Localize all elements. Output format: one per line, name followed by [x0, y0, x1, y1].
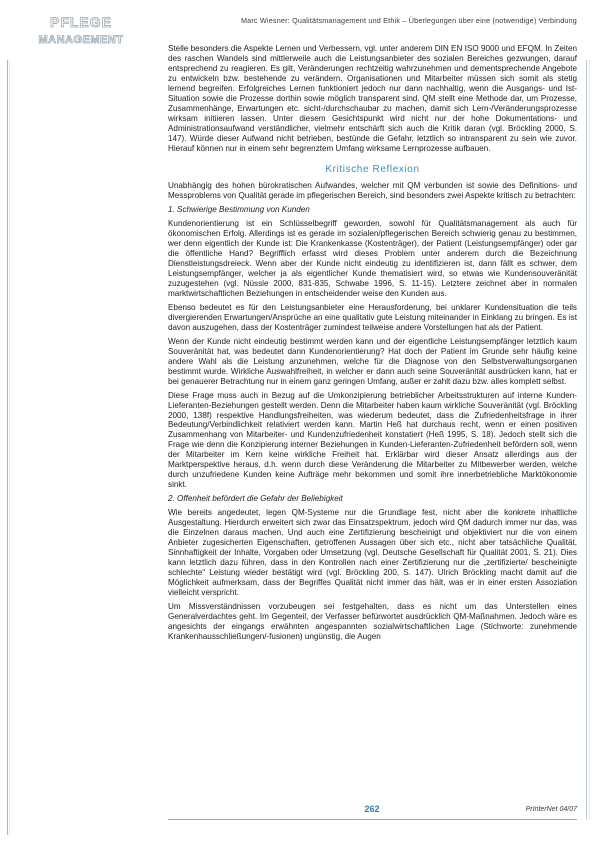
paragraph: Um Missverständnissen vorzubeugen sei festgehalten, dass es nicht um das Unterstellen eines Generalverdachtes geht. Im Gegenteil, der Verfasser befürwortet ausdrücklich QM-Maßnahmen. Jedoch wäre es angesichts der eingangs erwähnten angespannten sozialwirtschaftlichen Lage (Stichworte: zunehmende Krankenhausschließungen/-fusionen) ungünstig, die Augen — [168, 601, 577, 641]
subheading: 2. Offenheit befördert die Gefahr der Beliebigkeit — [168, 494, 343, 504]
running-head: Marc Wiesner: Qualitätsmanagement und Ethik – Überlegungen über eine (notwendige) Verbindung — [240, 16, 577, 25]
left-margin-rule — [7, 60, 12, 835]
page-number: 262 — [364, 804, 380, 814]
right-margin-rule-dotted — [589, 60, 590, 820]
paragraph: Ebenso bedeutet es für den Leistungsanbieter eine Herausforderung, bei unklarer Kundensituation die teils divergierenden Erwartungen/Ansprüche an eine qualitativ gute Leistung miteinander in Einklang zu bringen. Es ist davon auszugehen, dass der Kostenträger zumindest teilweise andere Vorstellungen hat als der Patient. — [168, 302, 577, 332]
paragraph: Kundenorientierung ist ein Schlüsselbegriff geworden, sowohl für Qualitätsmanagement als auch für ökonomischen Erfolg. Allerdings ist es gerade im sozialen/pflegerischen Bereich schwierig genau zu bestimmen, wer denn eigentlich der Kunde ist: Die Krankenkasse (Kostenträger), der Patient (Leistungsempfänger) oder gar die öffentliche Hand? Begrifflich erfasst wird dieses Problem unter anderem durch die Bezeichnung Dienstleistungsdreieck. Wenn aber der Kunde nicht eindeutig zu identifizieren ist, dann fällt es schwer, dem Leistungsempfänger, welcher ja als eigentlicher Kunde thematisiert wird, so etwas wie Kundensouveränität zuzugestehen (vgl. Nüssle 2000, 831-835, Schwabe 1996, S. 11-15). Letztere zeichnet aber in normalen marktwirtschaftlichen Beziehungen in entscheidender weise den Kunden aus. — [168, 219, 577, 299]
svg-text:PFLEGE: PFLEGE — [49, 14, 113, 30]
subheading: 1. Schwierige Bestimmung von Kunden — [168, 205, 310, 215]
svg-text:MANAGEMENT: MANAGEMENT — [38, 34, 124, 46]
right-margin-rule — [586, 60, 587, 820]
journal-logo — [22, 12, 140, 48]
footer-rule — [168, 819, 577, 820]
section-heading: Kritische Reflexion — [325, 164, 420, 176]
paragraph: Wenn der Kunde nicht eindeutig bestimmt werden kann und der eigentliche Leistungsempfänger letztlich kaum Souveränität hat, was bedeutet dann Kundenorientierung? Hat doch der Patient im Grunde sehr häufig keine andere Wahl als die Leistung anzunehmen, welche für die Diagnose von den Selbstverwaltungsorganen bestimmt wurde. Wirkliche Auswahlfreiheit, in welcher er dann auch seine Souveränität ausdrücken kann, hat er bei genauerer Betrachtung nur in einem ganz geringen Umfang, außer er zahlt dazu bzw. alles komplett selbst. — [168, 336, 577, 386]
paragraph: Wie bereits angedeutet, legen QM-Systeme nur die Grundlage fest, nicht aber die konkrete inhaltliche Ausgestaltung. Hierdurch erweitert sich zwar das Einsatzspektrum, jedoch wird QM dadurch immer nur das, was die Einzelnen daraus machen. Und auch eine Zertifizierung bescheinigt und objektiviert nur die von einem Anbieter zugesicherten Eigenschaften, getroffenen Aussagen über sich etc., nicht aber tatsächliche Qualität, Sinnhaftigkeit der Inhalte, Vorgaben oder Umsetzung (vgl. Deutsche Gesellschaft für Qualität 2001, S. 21). Dies kann letztlich dazu führen, dass in den Kontrollen nach einer Zertifizierung nur die „zertifizierte/ bescheinigte schlechte“ Leistung wieder bestätigt wird (vgl. Bröckling 200, S. 147). Ulrich Bröckling macht damit auf die Möglichkeit aufmerksam, dass der Begriffes Qualität nicht immer das hält, was er in einer ersten Assoziation vielleicht verspricht. — [168, 508, 577, 597]
footer-source: PrInterNet 04/07 — [525, 806, 577, 813]
paragraph: Stelle besonders die Aspekte Lernen und Verbessern, vgl. unter anderem DIN EN ISO 9000 und EFQM. In Zeiten des raschen Wandels sind mittlerweile auch die Leistungsanbieter des sozialen Bereiches gezwungen, darauf entsprechend zu reagieren. Es gilt, Veränderungen rechtzeitig wahrzunehmen und dementsprechende Angebote zu entwickeln bzw. bestehende zu verändern. Organisationen und Mitarbeiter müssen sich somit als stetig lernend begreifen. Erfolgreiches Lernen funktioniert jedoch nur dann nachhaltig, wenn die Ausgangs- und Ist-Situation sowie die Prozesse dorthin sowie möglich transparent sind. QM stellt eine Methode dar, um Prozesse, Zusammenhänge, Erwartungen etc. sicht-/durchschaubar zu machen, damit sich Lern-/Veränderungsprozesse wirksam initiieren lassen. Unter diesem Gesichtspunkt wird nicht nur der hohe Dokumentations- und Administrationsaufwand verständlicher, vielmehr entschärft sich auch die Kritik daran (vgl. Bröckling 2000, S. 147). Würde dieser Aufwand nicht betrieben, bestünde die Gefahr, letztlich so intransparent zu sein wie zuvor. Hierauf können nur in einem sehr begrenztem Umfang wirksame Lernprozesse aufbauen. — [168, 44, 577, 153]
text-column — [168, 44, 577, 641]
paragraph: Diese Frage muss auch in Bezug auf die Umkonzipierung betrieblicher Arbeitsstrukturen auf interne Kunden-Lieferanten-Beziehungen gestellt werden. Denn die Mitarbeiter haben kaum wirkliche Souveränität (vgl. Bröckling 2000, 138f) respektive Handlungsfreiheiten, was wiederum bedeutet, dass die Zufriedenheitsfrage in ihrer Bedeutung/Verbindlichkeit relativiert werden kann. Martin Heß hat durchaus recht, wenn er einen positiven Zusammenhang von Mitarbeiter- und Kundenzufriedenheit konstatiert (Heß 1995, S. 18). Jedoch stellt sich die Frage wie denn die Konzipierung interner Beziehungen in Kunden-Lieferanten-Zufriedenheit befördern soll, wenn der Mitarbeiter im Kern keine wirkliche Freiheit hat. Erklärbar wird dieser Ansatz allerdings aus der Marktperspektive heraus, d.h. wenn durch diese Veränderung die Mitarbeiter zu Mitbewerber werden, welche durch unzufriedene Kunden keine Aufträge mehr bekommen und somit ihre innerbetriebliche Marktökonomie sinkt. — [168, 390, 577, 490]
paragraph: Unabhängig des hohen bürokratischen Aufwandes, welcher mit QM verbunden ist sowie des Definitions- und Messproblems von Qualität gerade im pflegerischen Bereich, sind besonders zwei Aspekte kritisch zu betrachten: — [168, 181, 577, 201]
